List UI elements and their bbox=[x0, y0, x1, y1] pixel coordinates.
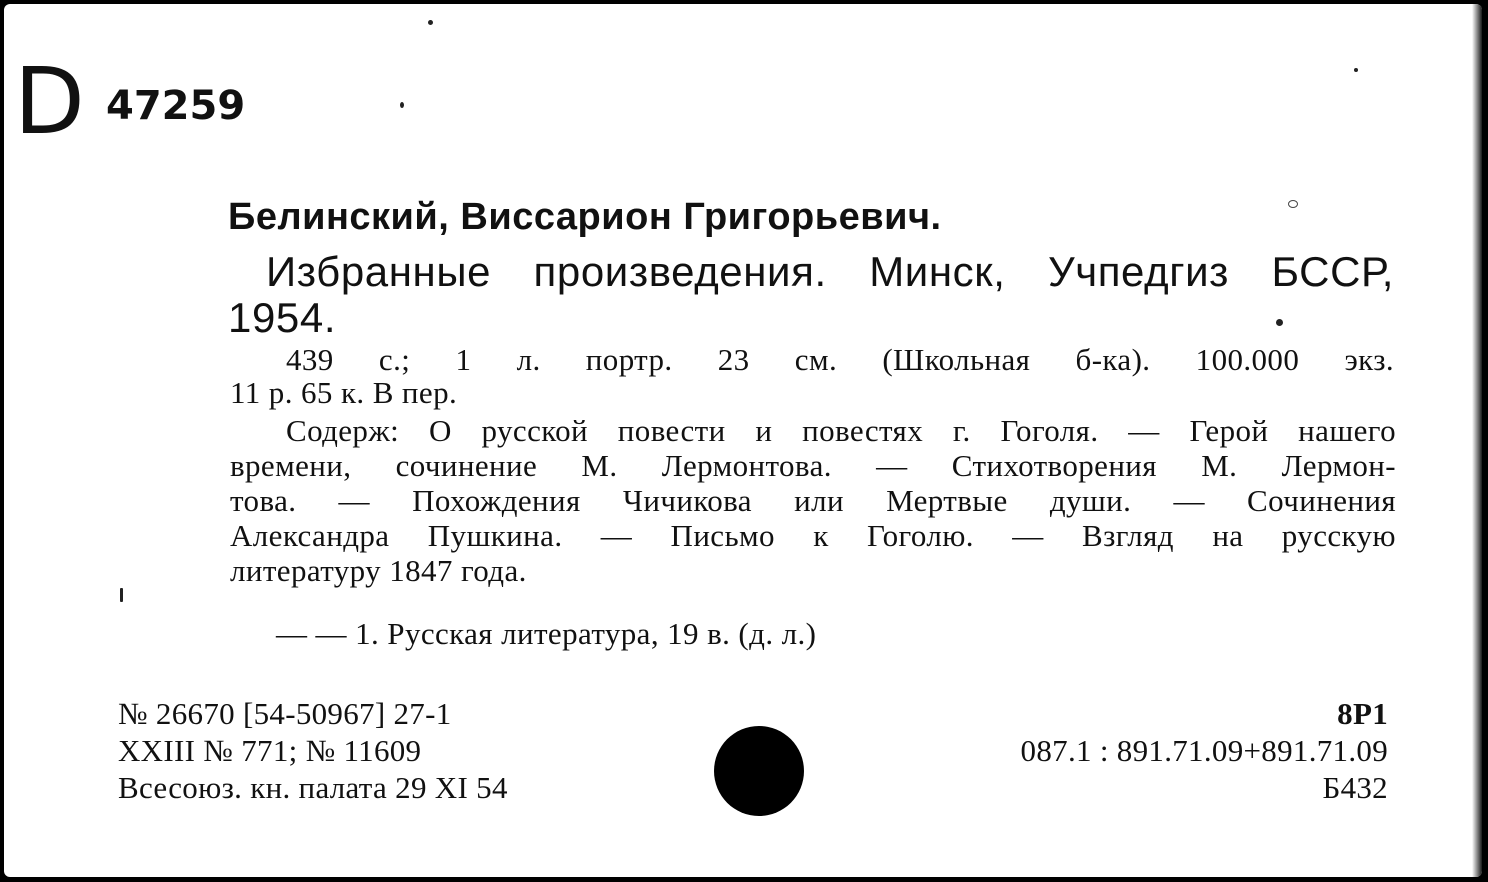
catalog-card bbox=[4, 4, 1482, 877]
print-speck bbox=[428, 20, 433, 25]
stamp-number: 47259 bbox=[106, 83, 246, 129]
print-speck bbox=[1288, 200, 1298, 208]
card-punch-hole bbox=[714, 726, 804, 816]
author-heading: Белинский, Виссарион Григорьевич. bbox=[228, 196, 942, 238]
contents-line-3: това. — Похождения Чичикова или Мертвые души. — Сочинения bbox=[230, 483, 1396, 518]
contents-line-5: литературу 1847 года. bbox=[230, 553, 527, 588]
title-line-2: 1954. bbox=[228, 294, 337, 341]
contents-line-2: времени, сочинение М. Лермонтова. — Стихотворения М. Лермон- bbox=[230, 448, 1396, 483]
footer-right-line-1: 8Р1 bbox=[1337, 696, 1388, 731]
contents-line-1: Содерж: О русской повести и повестях г. Гоголя. — Герой нашего bbox=[286, 413, 1396, 448]
contents-line-4: Александра Пушкина. — Письмо к Гоголю. — Взгляд на русскую bbox=[230, 518, 1396, 553]
footer-left-line-3: Всесоюз. кн. палата 29 XI 54 bbox=[118, 770, 508, 805]
footer-right-line-3: Б432 bbox=[1322, 770, 1388, 805]
print-speck bbox=[1354, 68, 1358, 72]
print-speck bbox=[1276, 319, 1283, 326]
stamp-letter: D bbox=[14, 48, 85, 155]
physical-description-line-2: 11 р. 65 к. В пер. bbox=[230, 375, 458, 410]
physical-description-line-1: 439 с.; 1 л. портр. 23 см. (Школьная б-ка). 100.000 экз. bbox=[286, 342, 1394, 377]
footer-right-line-2: 087.1 : 891.71.09+891.71.09 bbox=[1020, 733, 1388, 768]
title-line-1: Избранные произведения. Минск, Учпедгиз БССР, bbox=[266, 248, 1394, 295]
print-speck bbox=[400, 102, 404, 108]
print-speck bbox=[120, 588, 123, 602]
card-edge-shadow bbox=[1472, 4, 1482, 877]
subject-heading: — — 1. Русская литература, 19 в. (д. л.) bbox=[276, 616, 817, 651]
footer-left-line-1: № 26670 [54-50967] 27-1 bbox=[118, 696, 452, 731]
footer-left-line-2: XXIII № 771; № 11609 bbox=[118, 733, 422, 768]
